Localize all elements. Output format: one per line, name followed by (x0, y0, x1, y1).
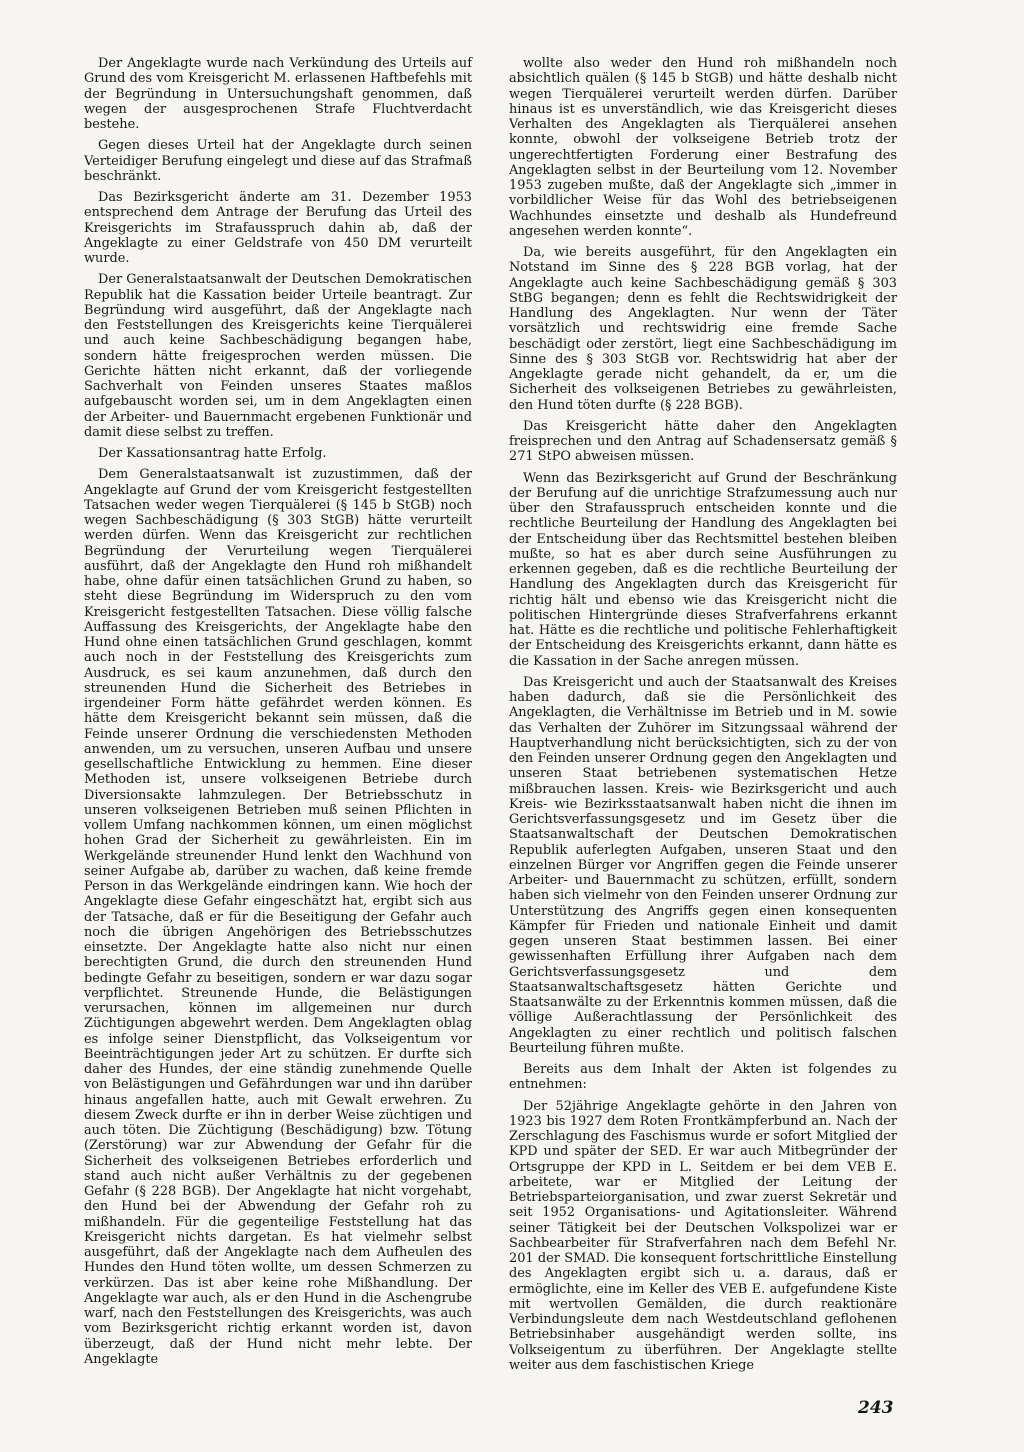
paragraph: Der 52jährige Angeklagte gehörte in den Jahren von 1923 bis 1927 dem Roten Frontkämpferbund an. Nach der Zerschlagung des Faschismus wurde er sofort Mitglied der KPD und später der SED. Er war auch Mitbegründer der Ortsgruppe der KPD in L. Seitdem er bei dem VEB E. arbeitete, war er Mitglied der Leitung der Betriebsparteiorganisation, und zwar zuerst Sekretär und seit 1952 Organisations- und Agitationsleiter. Während seiner Tätigkeit bei der Deutschen Volkspolizei war er Sachbearbeiter für Strafverfahren nach dem Befehl Nr. 201 der SMAD. Die konsequent fortschrittliche Einstellung des Angeklagten ergibt sich u. a. daraus, daß er ermöglichte, eine im Keller des VEB E. aufgefundene Kiste mit wertvollen Gemälden, die durch reaktionäre Verbindungsleute dem nach Westdeutschland geflohenen Betriebsinhaber ausgehändigt werden sollte, ins Volkseigentum zu überführen. Der Angeklagte stellte weiter aus dem faschistischen Kriege (509, 1098, 897, 1373)
paragraph: Der Kassationsantrag hatte Erfolg. (98, 446, 327, 461)
paragraph: Der Generalstaatsanwalt der Deutschen Demokratischen Republik hat die Kassation beider Urteile beantragt. Zur Begründung wird ausgeführt, daß der Angeklagte nach den Feststellungen des Kreisgerichts keine Tierquälerei und auch keine Sachbeschädigung begangen habe, sondern hätte freigesprochen werden müssen. Die Gerichte hätten nicht erkannt, daß der vorliegende Sachverhalt von Feinden unseres Staates maßlos aufgebauscht worden sei, um in dem Angeklagten einen der Arbeiter- und Bauernmacht ergebenen Funktionär und damit diese selbst zu treffen. (84, 272, 472, 440)
paragraph: Der Angeklagte wurde nach Verkündung des Urteils auf Grund des vom Kreisgericht M. erlassenen Haftbefehls mit der Begründung in Untersuchungshaft genommen, daß wegen der ausgesprochenen Strafe Fluchtverdacht bestehe. (84, 56, 472, 132)
paragraph: Bereits aus dem Inhalt der Akten ist folgendes zu entnehmen: (509, 1062, 897, 1093)
paragraph: Das Kreisgericht hätte daher den Angeklagten freisprechen und den Antrag auf Schadensersatz gemäß § 271 StPO abweisen müssen. (509, 418, 897, 465)
paragraph: Gegen dieses Urteil hat der Angeklagte durch seinen Verteidiger Berufung eingelegt und diese auf das Strafmaß beschränkt. (84, 138, 472, 184)
page-number: 243 (858, 1398, 894, 1418)
paragraph: Das Bezirksgericht änderte am 31. Dezember 1953 entsprechend dem Antrage der Berufung das Urteil des Kreisgerichts im Strafausspruch dahin ab, daß der Angeklagte zu einer Geldstrafe von 450 DM verurteilt wurde. (84, 190, 472, 266)
right-text-column (509, 56, 897, 1379)
paragraph: wollte also weder den Hund roh mißhandeln noch absichtlich quälen (§ 145 b StGB) und hätte deshalb nicht wegen Tierquälerei verurteilt werden dürfen. Darüber hinaus ist es unverständlich, wie das Kreisgericht dieses Verhalten des Angeklagten als Tierquälerei ansehen konnte, obwohl der volkseigene Betrieb trotz der ungerechtfertigten Forderung einer Bestrafung des Angeklagten selbst in der Beurteilung vom 12. November 1953 zugeben mußte, daß der Angeklagte sich „immer in vorbildlicher Weise für das Wohl des betriebseigenen Wachhundes einsetzte und deshalb als Hundefreund angesehen werden konnte“. (509, 56, 897, 239)
paragraph: Wenn das Bezirksgericht auf Grund der Beschränkung der Berufung auf die unrichtige Strafzumessung auch nur über den Strafausspruch entscheiden konnte und die rechtliche Beurteilung der Handlung des Angeklagten bei der Entscheidung über das Rechtsmittel bestehen bleiben mußte, so hat es aber durch seine Ausführungen zu erkennen gegeben, daß es die rechtliche Beurteilung der Handlung des Angeklagten durch das Kreisgericht für richtig hält und ebenso wie das Kreisgericht nicht die politischen Hintergründe dieses Strafverfahrens erkannt hat. Hätte es die rechtliche und politische Fehlerhaftigkeit der Entscheidung des Kreisgerichts erkannt, dann hätte es die Kassation in der Sache anregen müssen. (509, 470, 897, 669)
paragraph: Dem Generalstaatsanwalt ist zuzustimmen, daß der Angeklagte auf Grund der vom Kreisgericht festgestellten Tatsachen weder wegen Tierquälerei (§ 145 b StGB) noch wegen Sachbeschädigung (§ 303 StGB) hätte verurteilt werden dürfen. Wenn das Kreisgericht zur rechtlichen Begründung der Verurteilung wegen Tierquälerei ausführt, daß der Angeklagte den Hund roh mißhandelt habe, ohne dafür einen tatsächlichen Grund zu haben, so steht diese Begründung im Widerspruch zu den vom Kreisgericht festgestellten Tatsachen. Diese völlig falsche Auffassung des Kreisgerichts, der Angeklagte habe den Hund ohne einen tatsächlichen Grund geschlagen, kommt auch noch in der Feststellung des Kreisgerichts zum Ausdruck, es sei kaum anzunehmen, daß durch den streunenden Hund die Sicherheit des Betriebes in irgendeiner Form hätte gefährdet werden können. Es hätte dem Kreisgericht bekannt sein müssen, daß die Feinde unserer Ordnung die verschiedensten Methoden anwenden, um zu versuchen, unseren Aufbau und unsere gesellschaftliche Entwicklung zu hemmen. Eine dieser Methoden ist, unsere volkseigenen Betriebe durch Diversionsakte lahmzulegen. Der Betriebsschutz in unseren volkseigenen Betrieben muß seinen Pflichten in vollem Umfang nachkommen können, um einen möglichst hohen Grad der Sicherheit zu gewährleisten. Ein im Werkgelände streunender Hund lenkt den Wachhund von seiner Aufgabe ab, darüber zu wachen, daß keine fremde Person in das Werkgelände eindringen kann. Wie hoch der Angeklagte diese Gefahr eingeschätzt hat, ergibt sich aus der Tatsache, daß er für die Beseitigung der Gefahr auch noch die übrigen Angehörigen des Betriebsschutzes einsetzte. Der Angeklagte hatte also nicht nur einen berechtigten Grund, die durch den streunenden Hund bedingte Gefahr zu beseitigen, sondern er war dazu sogar verpflichtet. Streunende Hunde, die Belästigungen verursachen, können im allgemeinen nur durch Züchtigungen abgewehrt werden. Dem Angeklagten oblag es infolge seiner Dienstpflicht, das Volkseigentum vor Beeinträchtigungen jeder Art zu schützen. Er durfte sich daher des Hundes, der eine ständig zunehmende Quelle von Belästigungen und Gefährdungen war und ihn darüber hinaus angefallen hatte, auch mit Gewalt erwehren. Zu diesem Zweck durfte er ihn in derber Weise züchtigen und auch töten. Die Züchtigung (Beschädigung) bzw. Tötung (Zerstörung) war zur Abwendung der Gefahr für die Sicherheit des volkseigenen Betriebes erforderlich und stand auch nicht außer Verhältnis zu der gegebenen Gefahr (§ 228 BGB). Der Angeklagte hat nicht vorgehabt, den Hund bei der Abwendung der Gefahr roh zu mißhandeln. Für die gegenteilige Feststellung hat das Kreisgericht nichts dargetan. Es hat vielmehr selbst ausgeführt, daß der Angeklagte nach dem Aufheulen des Hundes den Hund töten wollte, um dessen Schmerzen zu verkürzen. Das ist aber keine rohe Mißhandlung. Der Angeklagte war auch, als er den Hund in die Aschengrube warf, nach den Feststellungen des Kreisgerichts, was auch vom Bezirksgericht richtig erkannt worden ist, davon überzeugt, daß der Hund nicht mehr lebte. Der Angeklagte (84, 467, 472, 1367)
paragraph: Das Kreisgericht und auch der Staatsanwalt des Kreises haben dadurch, daß sie die Persönlichkeit des Angeklagten, die Verhältnisse im Betrieb und in M. sowie das Verhalten der Zuhörer im Sitzungssaal während der Hauptverhandlung nicht berücksichtigten, sich zu der von den Feinden unserer Ordnung gegen den Angeklagten und unseren Staat betriebenen systematischen Hetze mißbrauchen lassen. Kreis- wie Bezirksgericht und auch Kreis- wie Bezirksstaatsanwalt haben nicht die ihnen im Gerichtsverfassungsgesetz und im Gesetz über die Staatsanwaltschaft der Deutschen Demokratischen Republik auferlegten Aufgaben, unseren Staat und den einzelnen Bürger vor Angriffen gegen die Feinde unserer Arbeiter- und Bauernmacht zu schützen, erfüllt, sondern haben sich vielmehr von den Feinden unserer Ordnung zur Unterstützung des Angriffs gegen einen konsequenten Kämpfer für Frieden und nationale Einheit und damit gegen unseren Staat bestimmen lassen. Bei einer gewissenhaften Erfüllung ihrer Aufgaben nach dem Gerichtsverfassungsgesetz und dem Staatsanwaltschaftsgesetz hätten Gerichte und Staatsanwälte zu der Erkenntnis kommen müssen, daß die völlige Außerachtlassung der Persönlichkeit des Angeklagten zu einer rechtlich und politisch falschen Beurteilung führen mußte. (509, 674, 897, 1056)
left-text-column (84, 56, 472, 1373)
paragraph: Da, wie bereits ausgeführt, für den Angeklagten ein Notstand im Sinne des § 228 BGB vorlag, hat der Angeklagte auch keine Sachbeschädigung gemäß § 303 StBG begangen; denn es fehlt die Rechtswidrigkeit der Handlung des Angeklagten. Nur wenn der Täter vorsätzlich und rechtswidrig eine fremde Sache beschädigt oder zerstört, liegt eine Sachbeschädigung im Sinne des § 303 StGB vor. Rechtswidrig hat aber der Angeklagte gerade nicht gehandelt, da er, um die Sicherheit des volkseigenen Betriebes zu gewährleisten, den Hund töten durfte (§ 228 BGB). (509, 245, 897, 413)
